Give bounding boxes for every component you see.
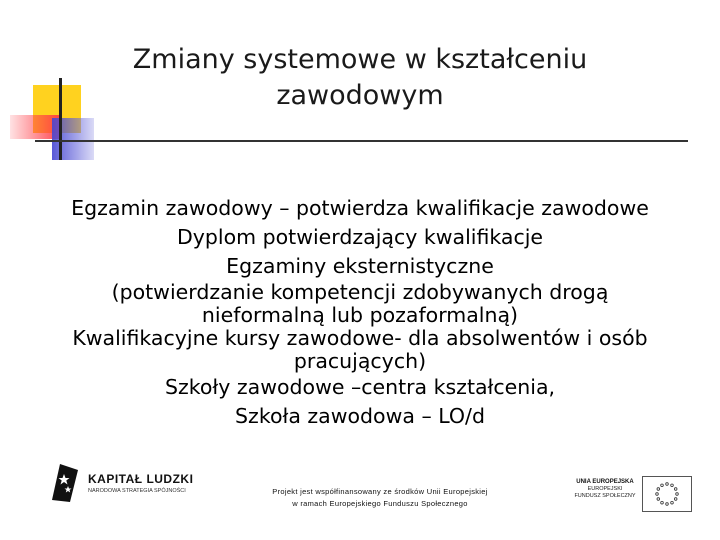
- body-line: Egzaminy eksternistyczne: [226, 254, 494, 278]
- body-line: pracujących): [293, 349, 427, 373]
- slide-body: [20, 194, 700, 431]
- body-line: nieformalną lub pozaformalną): [201, 303, 519, 327]
- slide-title-line-2: zawodowym: [276, 80, 444, 111]
- kapital-ludzki-flag-icon: [50, 462, 80, 502]
- eu-fund-title: UNIA EUROPEJSKA: [576, 479, 634, 485]
- cofinancing-note-line-1: Projekt jest współfinansowany ze środków Unii Europejskiej: [272, 487, 488, 496]
- title-divider: [35, 140, 688, 142]
- eu-flag-icon: [642, 476, 692, 512]
- body-line: (potwierdzanie kompetencji zdobywanych drogą: [111, 280, 609, 304]
- eu-stars-icon: [643, 477, 691, 511]
- slide-title-line-1: Zmiany systemowe w kształceniu: [132, 44, 588, 75]
- eu-fund-logo: [570, 478, 640, 508]
- body-line: Szkoły zawodowe –centra kształcenia,: [164, 375, 556, 399]
- kapital-ludzki-logo: [50, 462, 210, 504]
- cofinancing-note: [230, 486, 530, 510]
- eu-fund-subtitle-line-1: EUROPEJSKI: [587, 486, 623, 492]
- kapital-ludzki-title: KAPITAŁ LUDZKI: [88, 472, 194, 486]
- body-line: Kwalifikacyjne kursy zawodowe- dla absolwentów i osób: [72, 326, 648, 350]
- body-line: Szkoła zawodowa – LO/d: [235, 404, 485, 428]
- eu-fund-subtitle-line-2: FUNDUSZ SPOŁECZNY: [574, 493, 636, 499]
- cofinancing-note-line-2: w ramach Europejskiego Funduszu Społecznego: [292, 499, 468, 508]
- slide-title: [60, 42, 660, 114]
- body-line: Dyplom potwierdzający kwalifikacje: [176, 225, 544, 249]
- kapital-ludzki-subtitle: NARODOWA STRATEGIA SPÓJNOŚCI: [88, 488, 186, 494]
- body-line: Egzamin zawodowy – potwierdza kwalifikacje zawodowe: [71, 196, 649, 220]
